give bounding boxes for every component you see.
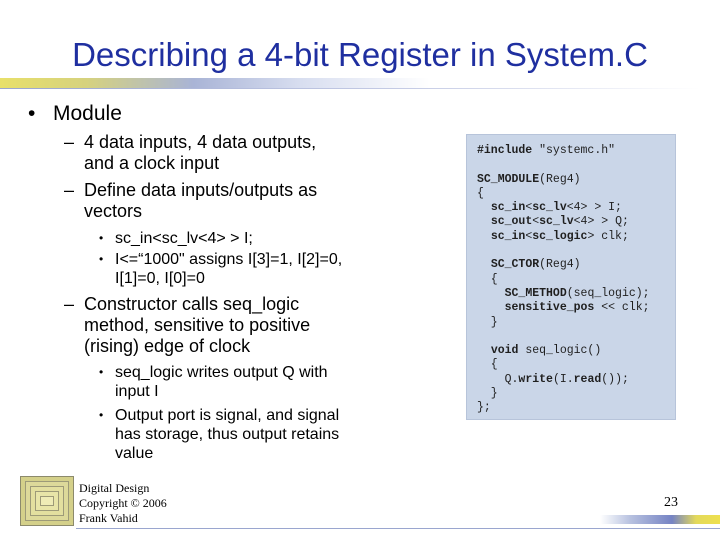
slide-title: Describing a 4-bit Register in System.C: [72, 36, 648, 73]
sub-sub-bullet-assign-line1: I<=“1000" assigns I[3]=1, I[2]=0,: [115, 251, 343, 268]
sub-sub-bullet-assign: [99, 250, 343, 288]
sub-bullet-io-line1: 4 data inputs, 4 data outputs,: [84, 132, 317, 152]
sub-sub-bullet-signal-line1: Output port is signal, and signal: [115, 407, 340, 424]
dash-marker: –: [64, 132, 75, 152]
code-panel: [466, 134, 676, 420]
page-number: 23: [664, 495, 678, 510]
dash-marker: –: [64, 294, 75, 314]
sub-sub-bullet-signal: [99, 406, 340, 463]
sub-bullet-vectors-line1: Define data inputs/outputs as: [84, 180, 318, 200]
sub-sub-bullet-seqlogic-line1: seq_logic writes output Q with: [115, 364, 328, 381]
bullet-dot: •: [99, 252, 104, 266]
title-underline: [0, 88, 700, 89]
footer-line2: Copyright © 2006: [79, 496, 167, 510]
sub-sub-bullet-signal-line3: value: [115, 445, 154, 462]
sub-bullet-constructor-line1: Constructor calls seq_logic: [84, 294, 300, 314]
sub-bullet-io-line2: and a clock input: [84, 153, 220, 173]
sub-sub-bullet-scin-text: sc_in<sc_lv<4> > I;: [115, 230, 253, 247]
sub-sub-bullet-seqlogic-line2: input I: [115, 383, 159, 400]
footer-logo-icon: [20, 476, 74, 526]
title-accent-bar: [0, 78, 430, 88]
footer-line3: Frank Vahid: [79, 511, 138, 525]
bullet-dot: •: [99, 365, 104, 379]
bullet-module-label: Module: [53, 102, 122, 125]
bullet-module: [28, 102, 122, 126]
sub-bullet-constructor-line2: method, sensitive to positive: [84, 315, 311, 335]
sub-sub-bullet-seqlogic: [99, 363, 328, 401]
bullet-dot: •: [99, 408, 104, 422]
sub-bullet-constructor-line3: (rising) edge of clock: [84, 336, 251, 356]
footer-line1: Digital Design: [79, 481, 150, 495]
sub-bullet-io: [64, 132, 317, 174]
bullet-dot: •: [99, 231, 104, 245]
footer-accent-bar: [600, 515, 720, 524]
sub-sub-bullet-signal-line2: has storage, thus output retains: [115, 426, 340, 443]
code-listing: #include "systemc.h" SC_MODULE(Reg4) { sc_in<sc_lv<4> > I; sc_out<sc_lv<4> > Q; sc_in<sc_logic> clk; SC_CTOR(Reg4) { SC_METHOD(seq_logic); sensitive_pos << clk; } void seq_logic() { Q.write(I.read()); } };: [477, 144, 650, 415]
footer-credit: [79, 481, 167, 526]
footer-divider: [76, 528, 720, 529]
sub-sub-bullet-assign-line2: I[1]=0, I[0]=0: [115, 270, 205, 287]
sub-bullet-vectors-line2: vectors: [84, 201, 143, 221]
bullet-dot: •: [28, 102, 36, 125]
sub-sub-bullet-scin: [99, 229, 253, 248]
sub-bullet-constructor: [64, 294, 311, 357]
dash-marker: –: [64, 180, 75, 200]
sub-bullet-vectors: [64, 180, 318, 222]
